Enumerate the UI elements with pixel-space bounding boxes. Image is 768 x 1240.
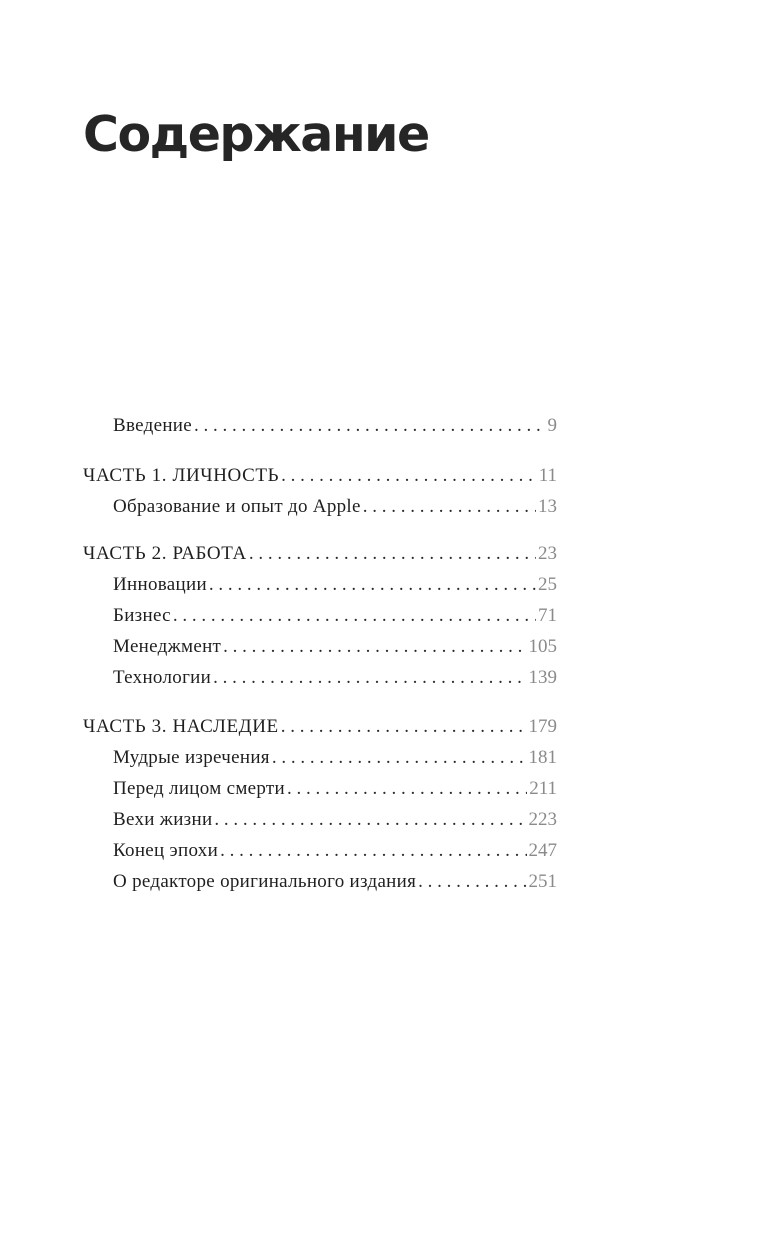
toc-dot-leader <box>223 633 526 661</box>
toc-dot-leader <box>194 412 543 440</box>
toc-page-number: 9 <box>547 415 557 436</box>
toc-page-number: 139 <box>528 667 557 688</box>
toc-entry-label: Конец эпохи <box>113 840 219 861</box>
toc-page-number: 23 <box>538 543 557 564</box>
toc-page-number: 211 <box>529 778 557 799</box>
toc-entry-management[interactable] <box>113 633 557 661</box>
toc-entry-label: Технологии <box>113 667 212 688</box>
toc-entry-technologies[interactable] <box>113 664 557 692</box>
toc-entry-label: Введение <box>113 415 192 436</box>
toc-entry-about-editor[interactable] <box>113 868 557 896</box>
toc-entry-education[interactable] <box>113 493 557 521</box>
toc-entry-part-2[interactable] <box>83 540 557 568</box>
toc-entry-label: Менеджмент <box>113 636 222 657</box>
toc-page-number: 247 <box>528 840 557 861</box>
toc-entry-label: Бизнес <box>113 605 171 626</box>
page-title: Содержание <box>83 106 429 163</box>
toc-entry-introduction[interactable] <box>113 412 557 440</box>
toc-page-number: 251 <box>528 871 557 892</box>
toc-dot-leader <box>281 462 537 490</box>
toc-entry-milestones[interactable] <box>113 806 557 834</box>
toc-entry-label: ЧАСТЬ 3. НАСЛЕДИЕ <box>83 716 279 737</box>
toc-entry-business[interactable] <box>113 602 557 630</box>
toc-page-number: 13 <box>538 496 557 517</box>
toc-dot-leader <box>281 713 527 741</box>
toc-entry-end-of-era[interactable] <box>113 837 557 865</box>
toc-entry-label: Перед лицом смерти <box>113 778 285 799</box>
toc-page-number: 105 <box>528 636 557 657</box>
toc-entry-label: Образование и опыт до Apple <box>113 496 361 517</box>
toc-page-number: 181 <box>528 747 557 768</box>
toc-page-number: 179 <box>528 716 557 737</box>
toc-dot-leader <box>287 775 527 803</box>
toc-entry-label: Вехи жизни <box>113 809 213 830</box>
toc-entry-wise-sayings[interactable] <box>113 744 557 772</box>
toc-entry-label: О редакторе оригинального издания <box>113 871 417 892</box>
toc-entry-part-3[interactable] <box>83 713 557 741</box>
toc-dot-leader <box>173 602 536 630</box>
toc-entry-label: ЧАСТЬ 1. ЛИЧНОСТЬ <box>83 465 280 486</box>
toc-page-number: 25 <box>538 574 557 595</box>
toc-entry-label: Инновации <box>113 574 207 595</box>
toc-entry-label: ЧАСТЬ 2. РАБОТА <box>83 543 247 564</box>
toc-entry-facing-death[interactable] <box>113 775 557 803</box>
toc-dot-leader <box>214 806 526 834</box>
toc-dot-leader <box>272 744 527 772</box>
toc-dot-leader <box>249 540 536 568</box>
toc-entry-part-1[interactable] <box>83 462 557 490</box>
toc-page-number: 11 <box>538 465 557 486</box>
toc-page-number: 71 <box>538 605 557 626</box>
toc-entry-label: Мудрые изречения <box>113 747 270 768</box>
toc-dot-leader <box>418 868 526 896</box>
toc-dot-leader <box>213 664 526 692</box>
toc-dot-leader <box>363 493 536 521</box>
toc-entry-innovations[interactable] <box>113 571 557 599</box>
toc-dot-leader <box>209 571 536 599</box>
toc-dot-leader <box>220 837 526 865</box>
toc-page-number: 223 <box>528 809 557 830</box>
